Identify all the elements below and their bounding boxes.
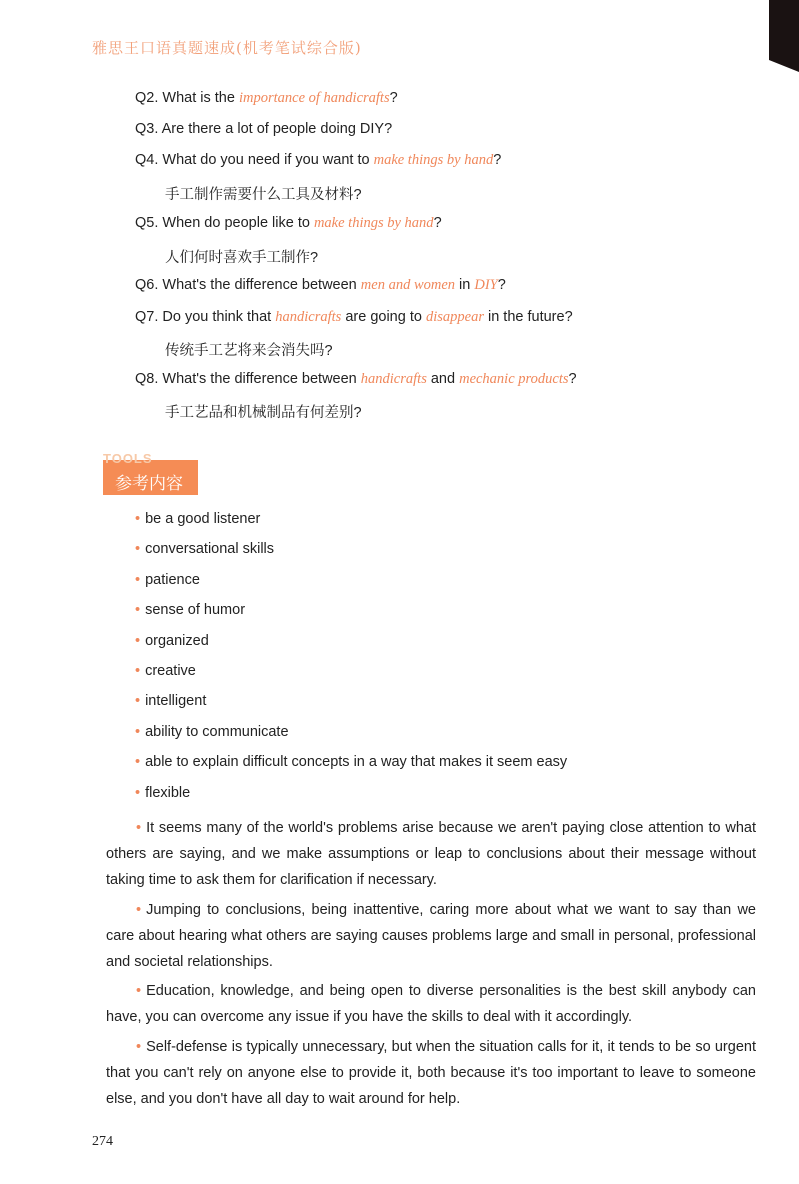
paragraph-text: It seems many of the world's problems arise because we aren't paying close attention to what others are saying, and we make assumptions or leap to conclusions about their message without taking time to ask them for clarification if necessary. [106, 820, 756, 888]
question-text: ? [568, 371, 577, 387]
bullet-dot-icon: • [135, 511, 141, 527]
question-q8 [135, 371, 577, 388]
bullet-text: patience [145, 571, 200, 588]
bullet-item [135, 541, 274, 557]
question-text: Q8. What's the difference between [135, 371, 361, 387]
highlight-phrase: importance of handicrafts [238, 90, 390, 106]
bullet-dot-icon: • [136, 983, 142, 999]
paragraph [106, 1034, 756, 1112]
bullet-item [135, 724, 289, 740]
bullet-text: flexible [145, 784, 191, 801]
page-number: 274 [92, 1134, 113, 1149]
bullet-dot-icon: • [135, 693, 141, 710]
bullet-text: ability to communicate [145, 723, 289, 740]
question-q2 [135, 90, 398, 107]
question-text: ? [497, 277, 506, 293]
highlight-phrase: men and women [360, 277, 456, 293]
question-text: Q2. What is the [135, 90, 239, 106]
question-text: Q6. What's the difference between [135, 277, 361, 293]
bullet-item [135, 633, 209, 649]
question-q7 [135, 309, 573, 326]
bullet-dot-icon: • [135, 663, 141, 679]
bullet-text: intelligent [145, 693, 207, 710]
question-text: and [426, 371, 460, 387]
paragraph-text: Self-defense is typically unnecessary, but when the situation calls for it, it tends to be so urgent that you can't rely on anyone else to provide it, both because it's too important to leave to someone else, and you don't have all day to wait around for help. [106, 1039, 756, 1107]
bullet-dot-icon: • [135, 571, 141, 588]
question-text: in [455, 277, 475, 293]
bullet-item [135, 663, 196, 679]
bullet-text: creative [145, 663, 196, 679]
running-header: 雅思王口语真题速成(机考笔试综合版) [92, 39, 362, 57]
question-text: are going to [341, 309, 426, 325]
paragraph [106, 815, 756, 893]
paragraph-text: Education, knowledge, and being open to diverse personalities is the best skill anybody can have, you can overcome any issue if you have the skills to deal with it accordingly. [106, 983, 756, 1025]
bullet-dot-icon: • [135, 632, 141, 649]
question-text: Q7. Do you think that [135, 309, 276, 325]
bullet-text: sense of humor [145, 602, 246, 619]
highlight-phrase: make things by hand [373, 152, 494, 168]
highlight-phrase: handicrafts [360, 371, 427, 387]
section-heading: 参考内容 [103, 460, 198, 495]
bullet-dot-icon: • [135, 723, 141, 740]
bullet-item [135, 754, 567, 770]
paragraph [106, 897, 756, 975]
bullet-dot-icon: • [136, 902, 142, 918]
question-text: Q4. What do you need if you want to [135, 152, 374, 168]
bullet-item [135, 785, 190, 801]
question-q5 [135, 215, 442, 232]
bullet-item [135, 602, 245, 618]
paragraph [106, 978, 756, 1030]
highlight-phrase: handicrafts [275, 309, 342, 325]
question-q6 [135, 277, 506, 294]
bullet-text: organized [145, 632, 209, 649]
bullet-dot-icon: • [136, 1039, 142, 1055]
bullet-dot-icon: • [135, 541, 141, 558]
paragraph-text: Jumping to conclusions, being inattentive, caring more about what we want to say than we care about hearing what others are saying causes problems large and small in personal, professional and societal relationships. [106, 902, 756, 970]
question-q4 [135, 152, 501, 169]
highlight-phrase: mechanic products [459, 371, 569, 387]
bullet-dot-icon: • [135, 784, 141, 801]
highlight-phrase: make things by hand [313, 215, 434, 231]
bullet-item [135, 511, 260, 527]
highlight-phrase: DIY [474, 277, 498, 293]
bullet-dot-icon: • [136, 820, 142, 836]
question-text: ? [493, 152, 502, 168]
bullet-text: able to explain difficult concepts in a way that makes it seem easy [145, 754, 568, 771]
tools-logo: TOOLS [103, 451, 153, 466]
bullet-text: be a good listener [145, 511, 261, 527]
bullet-text: conversational skills [145, 541, 275, 558]
question-q4-translation: 手工制作需要什么工具及材料? [165, 187, 362, 203]
question-text: Q5. When do people like to [135, 215, 314, 231]
question-q8-translation: 手工艺品和机械制品有何差别? [165, 405, 362, 421]
question-q3 [135, 121, 392, 137]
bullet-dot-icon: • [135, 602, 141, 619]
highlight-phrase: disappear [425, 309, 484, 325]
question-q7-translation: 传统手工艺将来会消失吗? [165, 343, 333, 359]
question-text: ? [433, 215, 442, 231]
question-q5-translation: 人们何时喜欢手工制作? [165, 250, 319, 266]
question-text: ? [389, 90, 398, 106]
bullet-dot-icon: • [135, 754, 141, 771]
page-edge-tab [769, 0, 799, 60]
question-text: Q3. Are there a lot of people doing DIY? [135, 121, 393, 137]
bullet-item [135, 572, 200, 588]
bullet-item [135, 693, 206, 709]
question-text: in the future? [483, 309, 573, 325]
